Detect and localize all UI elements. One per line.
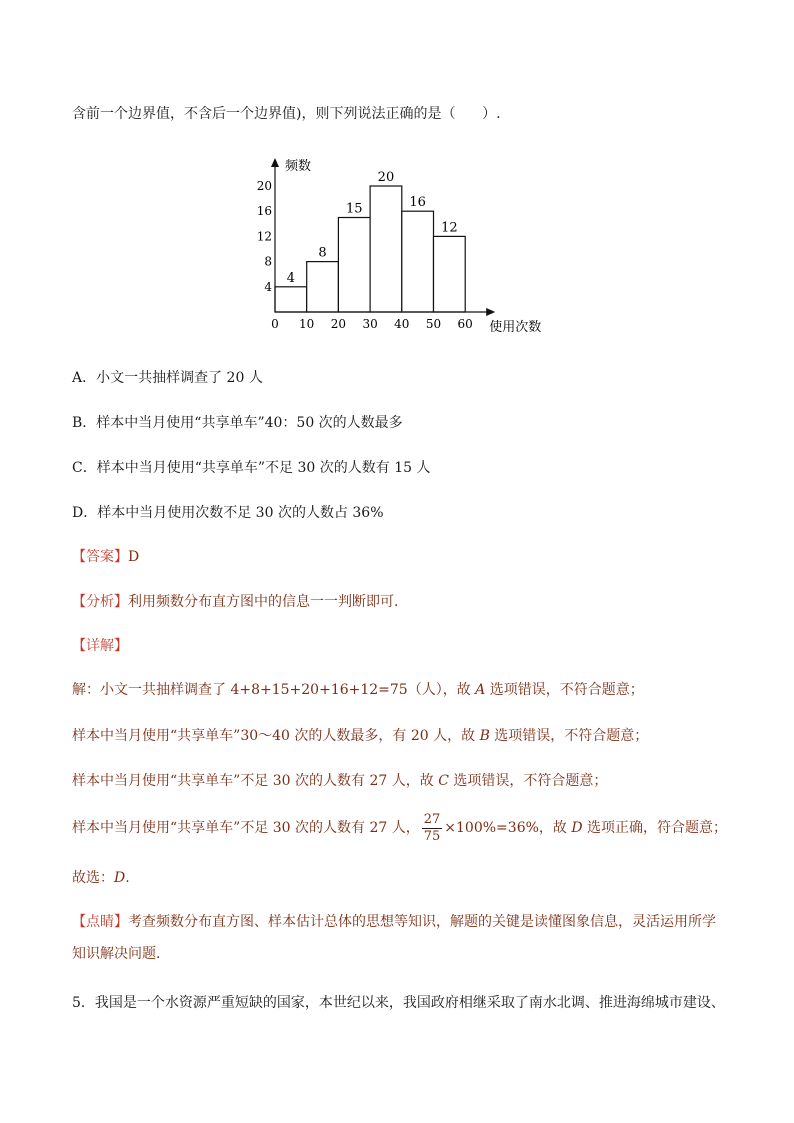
solution-step-3: 样本中当月使用“共享单车”不足 30 次的人数有 27 人，故 C 选项错误，不符合题意； <box>72 773 608 789</box>
bar-label-30-40: 20 <box>377 170 395 185</box>
answer-line <box>72 547 139 567</box>
solution-step-4: 样本中当月使用“共享单车”不足 30 次的人数有 27 人， $\frac{27}{75}$ ×100%=36%，故 D 选项正确，符合题意； <box>72 811 728 844</box>
bar-label-20-30: 15 <box>345 201 363 217</box>
y-axis-arrow <box>271 158 279 167</box>
next-question: 5．我国是一个水资源严重短缺的国家，本世纪以来，我国政府相继采取了南水北调、推进海绵城市建设、 <box>72 995 725 1011</box>
option-a: A．小文一共抽样调查了 20 人 <box>72 370 263 386</box>
bar-20-30 <box>338 218 370 313</box>
analysis-text: 利用频数分布直方图中的信息一一判断即可． <box>128 594 408 610</box>
comment-line-1: 【点睛】考查频数分布直方图、样本估计总体的思想等知识，解题的关键是读懂图象信息，灵活运用所学 <box>72 914 716 930</box>
analysis-label: 【分析】 <box>72 594 128 610</box>
question-intro: 含前一个边界值，不含后一个边界值)，则下列说法正确的是（ ）. <box>72 106 501 122</box>
bar-label-50-60: 12 <box>441 220 458 236</box>
solution-step-2: 样本中当月使用“共享单车”30～40 次的人数最多，有 20 人，故 B 选项错误，不符合题意； <box>72 728 649 744</box>
x-tick-60: 60 <box>457 317 473 331</box>
x-tick-0: 0 <box>271 317 279 331</box>
x-tick-10: 10 <box>299 317 315 331</box>
y-tick-20: 20 <box>256 179 272 193</box>
bar-40-50 <box>402 211 434 312</box>
bar-label-10-20: 8 <box>318 245 327 261</box>
bar-30-40 <box>370 186 402 312</box>
frequency-histogram <box>250 150 550 340</box>
choose-line: 故选：D. <box>72 870 130 886</box>
x-axis-arrow <box>486 308 495 316</box>
detail-label: 【详解】 <box>72 638 128 654</box>
x-tick-50: 50 <box>425 317 442 331</box>
bar-50-60 <box>434 236 466 312</box>
bar-0-10 <box>275 287 307 312</box>
x-tick-20: 20 <box>330 317 347 331</box>
comment-line-2: 知识解决问题． <box>72 946 170 962</box>
y-axis-label: 频数 <box>285 159 312 174</box>
comment-label: 【点睛】 <box>72 914 128 930</box>
solution-step-1: 解：小文一共抽样调查了 4+8+15+20+16+12=75（人），故 A 选项错误，不符合题意； <box>72 682 644 698</box>
detail-line <box>72 636 128 656</box>
bar-label-0-10: 4 <box>286 270 295 286</box>
fraction: $\frac{27}{75}$ <box>423 811 441 844</box>
bar-10-20 <box>307 262 339 312</box>
bar-label-40-50: 16 <box>409 195 426 211</box>
y-tick-4: 4 <box>264 279 272 294</box>
option-b: B．样本中当月使用“共享单车”40：50 次的人数最多 <box>72 415 403 431</box>
x-tick-30: 30 <box>362 317 378 331</box>
answer-label: 【答案】 <box>72 549 128 565</box>
y-tick-8: 8 <box>264 254 272 269</box>
y-tick-16: 16 <box>256 204 272 219</box>
x-tick-40: 40 <box>394 317 410 331</box>
option-d: D．样本中当月使用次数不足 30 次的人数占 36% <box>72 505 384 521</box>
answer-value: D <box>128 549 140 565</box>
y-tick-12: 12 <box>256 229 272 244</box>
x-axis-label: 使用次数 <box>489 320 542 335</box>
analysis-line <box>72 592 408 612</box>
option-c: C．样本中当月使用“共享单车”不足 30 次的人数有 15 人 <box>72 460 431 476</box>
